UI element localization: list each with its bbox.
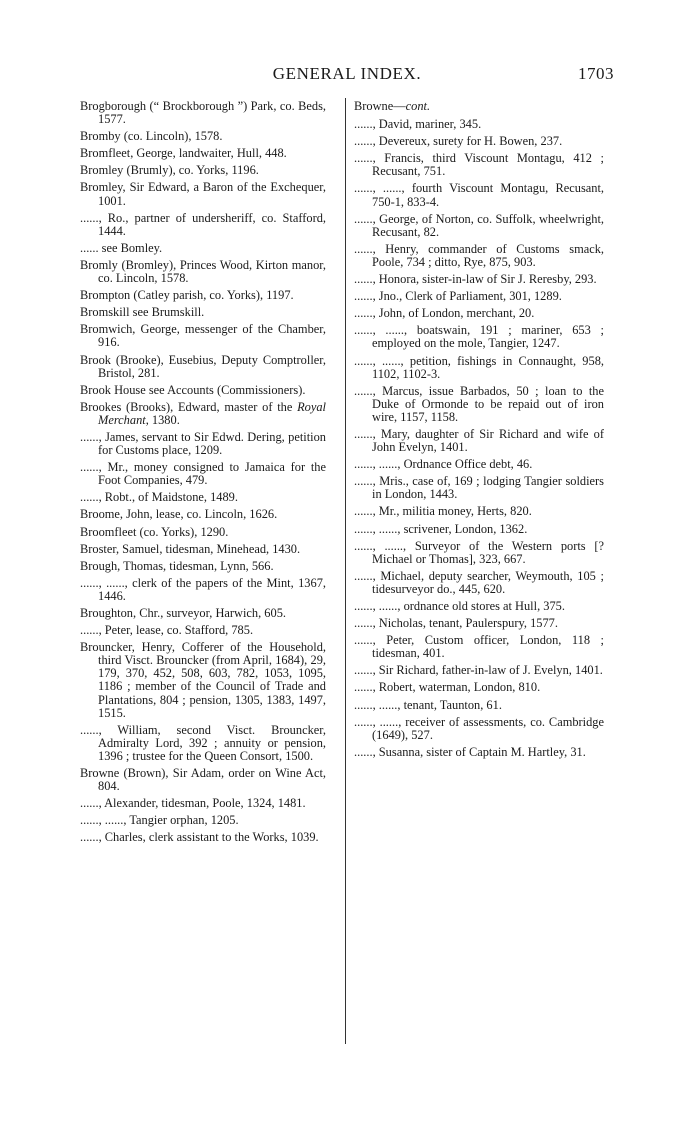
index-entry: ......, Robt., of Maidstone, 1489. xyxy=(80,490,238,505)
index-entry: Brompton (Catley parish, co. Yorks), 1197. xyxy=(80,288,294,303)
index-entry: Bromly (Bromley), Princes Wood, Kirton manor, co. Lincoln, 1578. xyxy=(80,257,326,286)
index-entry: Bromby (co. Lincoln), 1578. xyxy=(80,129,223,144)
index-entry: ......, ......, ordnance old stores at Hull, 375. xyxy=(354,599,565,613)
index-entry: ......, Mary, daughter of Sir Richard and wife of John Evelyn, 1401. xyxy=(354,426,604,455)
index-entry: Bromwich, George, messenger of the Chamber, 916. xyxy=(80,322,326,350)
index-entry: Browne (Brown), Sir Adam, order on Wine Act, 804. xyxy=(80,766,326,794)
index-entry: ......, Marcus, issue Barbados, 50 ; loan to the Duke of Ormonde to be repaid out of iron wire, 1157, 1158. xyxy=(354,383,604,424)
index-entry: Broome, John, lease, co. Lincoln, 1626. xyxy=(80,507,278,522)
index-entry: ......, Sir Richard, father-in-law of J. Evelyn, 1401. xyxy=(354,663,603,678)
index-entry: ......, ......, fourth Viscount Montagu, Recusant, 750-1, 833-4. xyxy=(354,181,604,209)
index-entry: ......, Nicholas, tenant, Paulerspury, 1577. xyxy=(354,616,558,631)
index-entry: ......, ......, Tangier orphan, 1205. xyxy=(80,813,239,828)
index-entry: ......, Alexander, tidesman, Poole, 1324, 1481. xyxy=(80,796,306,811)
index-entry: ...... see Bomley. xyxy=(80,240,163,255)
index-entry: ......, Michael, deputy searcher, Weymouth, 105 ; tidesurveyor do., 445, 620. xyxy=(354,568,604,596)
index-entry: ......, Devereux, surety for H. Bowen, 237. xyxy=(354,134,563,149)
index-entry: ......, Mris., case of, 169 ; lodging Tangier soldiers in London, 1443. xyxy=(354,474,604,502)
index-entry: ......, Henry, commander of Customs smack, Poole, 734 ; ditto, Rye, 875, 903. xyxy=(354,241,604,269)
index-entry: ......, ......, Ordnance Office debt, 46. xyxy=(354,457,533,472)
index-entry: ......, ......, petition, fishings in Connaught, 958, 1102, 1102-3. xyxy=(354,353,604,381)
index-entry: Brookes (Brooks), Edward, master of the Royal Merchant, 1380. xyxy=(80,399,326,427)
index-entry: Broster, Samuel, tidesman, Minehead, 1430. xyxy=(80,541,301,556)
index-entry: ......, Honora, sister-in-law of Sir J. Reresby, 293. xyxy=(354,272,597,287)
index-entry: ......, David, mariner, 345. xyxy=(354,117,482,132)
index-entry: ......, ......, scrivener, London, 1362. xyxy=(354,521,528,536)
index-entry: ......, Ro., partner of undersheriff, co. Stafford, 1444. xyxy=(80,210,326,238)
index-entry: Brook House see Accounts (Commissioners). xyxy=(80,382,306,397)
continued-heading xyxy=(354,100,604,113)
index-entry: Brook (Brooke), Eusebius, Deputy Comptroller, Bristol, 281. xyxy=(80,352,326,380)
index-entry: ......, William, second Visct. Brouncker, Admiralty Lord, 392 ; annuity or pension, 1396 ; trustee for the Queen Consort, 1500. xyxy=(80,722,326,763)
page-header xyxy=(80,64,614,88)
index-entry: ......, ......, receiver of assessments, co. Cambridge (1649), 527. xyxy=(354,714,604,742)
index-entry: ......, Peter, lease, co. Stafford, 785. xyxy=(80,623,254,638)
index-entry: ......, ......, tenant, Taunton, 61. xyxy=(354,697,502,712)
column-divider xyxy=(345,98,346,1044)
index-entry: ......, ......, Surveyor of the Western ports [? Michael or Thomas], 323, 667. xyxy=(354,538,604,566)
index-entry: ......, George, of Norton, co. Suffolk, wheelwright, Recusant, 82. xyxy=(354,211,604,239)
index-entry: ......, Mr., militia money, Herts, 820. xyxy=(354,504,532,519)
index-entry: ......, James, servant to Sir Edwd. Dering, petition for Customs place, 1209. xyxy=(80,429,326,458)
index-entry: ......, Jno., Clerk of Parliament, 301, 1289. xyxy=(354,289,562,304)
page-number: 1703 xyxy=(578,64,614,83)
continued-suffix: cont. xyxy=(405,99,431,113)
index-entry: Bromskill see Brumskill. xyxy=(80,305,205,320)
index-entry: ......, Robert, waterman, London, 810. xyxy=(354,680,541,695)
index-entry: ......, Francis, third Viscount Montagu, 412 ; Recusant, 751. xyxy=(354,151,604,179)
index-entry: ......, ......, clerk of the papers of the Mint, 1367, 1446. xyxy=(80,575,326,603)
index-entry: Brouncker, Henry, Cofferer of the Household, third Visct. Brouncker (from April, 1684), 29, 179, 370, 452, 508, 603, 782, 1053, 1095, 1186 ; member of the Council of Trade and Plantations, 804 ; pension, 1305, 1383, 1497, 1515. xyxy=(80,640,326,720)
index-entry: Brough, Thomas, tidesman, Lynn, 566. xyxy=(80,558,274,573)
index-entry: Bromfleet, George, landwaiter, Hull, 448. xyxy=(80,146,287,161)
index-entry: Bromley (Brumly), co. Yorks, 1196. xyxy=(80,163,259,178)
index-entry: ......, ......, boatswain, 191 ; mariner, 653 ; employed on the mole, Tangier, 1247. xyxy=(354,323,604,351)
index-entry: ......, Charles, clerk assistant to the Works, 1039. xyxy=(80,830,319,845)
index-entry: ......, Mr., money consigned to Jamaica for the Foot Companies, 479. xyxy=(80,460,326,488)
index-entry: ......, Susanna, sister of Captain M. Hartley, 31. xyxy=(354,744,586,759)
index-entry: Bromley, Sir Edward, a Baron of the Exchequer, 1001. xyxy=(80,180,326,208)
running-title: GENERAL INDEX. xyxy=(272,64,422,83)
index-entry: Broughton, Chr., surveyor, Harwich, 605. xyxy=(80,606,286,620)
ship-name: Royal Merchant xyxy=(98,399,326,427)
index-entry: Brogborough (“ Brockborough ”) Park, co. Beds, 1577. xyxy=(80,99,326,127)
index-column-right xyxy=(354,100,604,763)
continued-heading-name: Browne— xyxy=(354,99,406,113)
index-column-left xyxy=(80,100,326,849)
index-entry: Broomfleet (co. Yorks), 1290. xyxy=(80,524,229,539)
index-entry: ......, Peter, Custom officer, London, 118 ; tidesman, 401. xyxy=(354,633,604,661)
index-entry: ......, John, of London, merchant, 20. xyxy=(354,306,535,321)
